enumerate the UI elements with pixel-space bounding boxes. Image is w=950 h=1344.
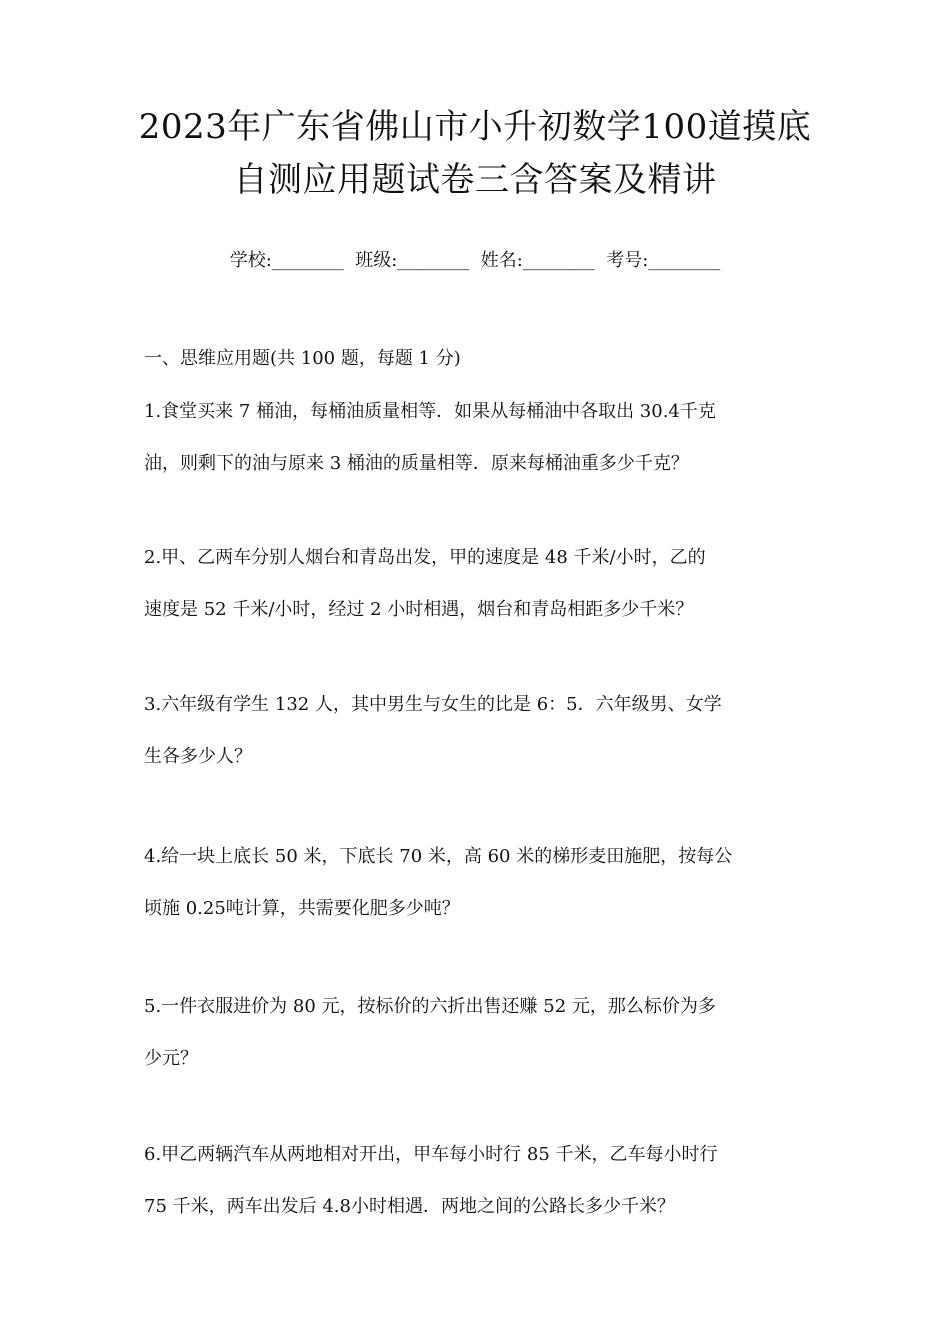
- question-6-line-1: 6.甲乙两辆汽车从两地相对开出，甲车每小时行 85 千米，乙车每小时行: [144, 1144, 718, 1165]
- question-3-line-1: 3.六年级有学生 132 人，其中男生与女生的比是 6：5．六年级男、女学: [144, 694, 722, 715]
- document-title-line-2: 自测应用题试卷三含答案及精讲: [233, 160, 717, 200]
- student-info-line: 学校:________ 班级:________ 姓名:________ 考号:________: [229, 250, 721, 271]
- question-1-line-1: 1.食堂买来 7 桶油，每桶油质量相等．如果从每桶油中各取出 30.4千克: [144, 401, 716, 422]
- question-2-line-2: 速度是 52 千米/小时，经过 2 小时相遇，烟台和青岛相距多少千米？: [144, 599, 694, 620]
- question-5-line-2: 少元？: [144, 1048, 198, 1069]
- question-6-line-2: 75 千米，两车出发后 4.8小时相遇．两地之间的公路长多少千米？: [144, 1196, 675, 1217]
- document-title-line-1: 2023年广东省佛山市小升初数学100道摸底: [138, 107, 812, 147]
- question-3-line-2: 生各多少人？: [144, 746, 252, 767]
- section-heading: 一、思维应用题(共 100 题，每题 1 分): [144, 348, 461, 369]
- question-2-line-1: 2.甲、乙两车分别人烟台和青岛出发，甲的速度是 48 千米/小时，乙的: [144, 547, 706, 568]
- question-4-line-2: 顷施 0.25吨计算，共需要化肥多少吨？: [144, 898, 460, 919]
- question-1-line-2: 油，则剩下的油与原来 3 桶油的质量相等．原来每桶油重多少千克？: [144, 453, 689, 474]
- question-5-line-1: 5.一件衣服进价为 80 元，按标价的六折出售还赚 52 元，那么标价为多: [144, 996, 716, 1017]
- question-4-line-1: 4.给一块上底长 50 米，下底长 70 米，高 60 米的梯形麦田施肥，按每公: [144, 846, 733, 867]
